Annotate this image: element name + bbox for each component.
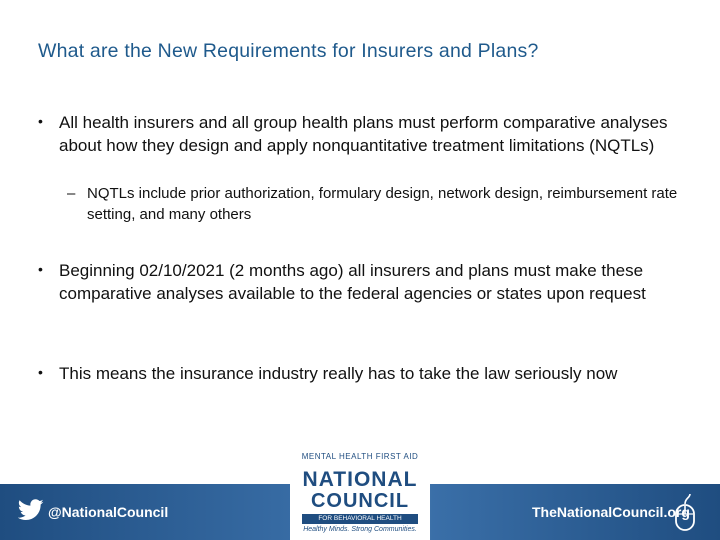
twitter-handle-link[interactable]: @NationalCouncil: [48, 504, 169, 520]
logo-ribbon: FOR BEHAVIORAL HEALTH: [302, 514, 418, 524]
bullet-text: Beginning 02/10/2021 (2 months ago) all insurers and plans must make these comparative analyses available to the federal agencies or states upon request: [59, 261, 646, 303]
bullet-3: [38, 362, 678, 385]
bullet-marker: •: [38, 113, 43, 129]
national-council-logo: [290, 448, 430, 540]
sub-bullet-1: [67, 183, 687, 225]
logo-line-council: COUNCIL: [310, 490, 410, 512]
logo-tagline: Healthy Minds. Strong Communities.: [303, 526, 417, 533]
sub-bullet-marker: –: [67, 185, 76, 202]
sub-bullet-text: NQTLs include prior authorization, formulary design, network design, reimbursement rate setting, and many others: [87, 185, 678, 223]
bullet-2: [38, 259, 678, 305]
bullet-text: This means the insurance industry really has to take the law seriously now: [59, 364, 618, 383]
slide-title: What are the New Requirements for Insurers and Plans?: [38, 40, 539, 62]
bullet-1: [38, 111, 678, 157]
twitter-bird-icon[interactable]: [18, 499, 44, 521]
bullet-marker: •: [38, 364, 43, 380]
website-link[interactable]: TheNationalCouncil.org: [532, 504, 690, 520]
computer-mouse-icon: [672, 492, 698, 532]
logo-line-national: NATIONAL: [302, 468, 418, 491]
logo-arc-text: MENTAL HEALTH FIRST AID: [301, 452, 419, 461]
bullet-text: All health insurers and all group health plans must perform comparative analyses about how they design and apply nonquantitative treatment limitations (NQTLs): [59, 113, 668, 155]
bullet-marker: •: [38, 261, 43, 277]
